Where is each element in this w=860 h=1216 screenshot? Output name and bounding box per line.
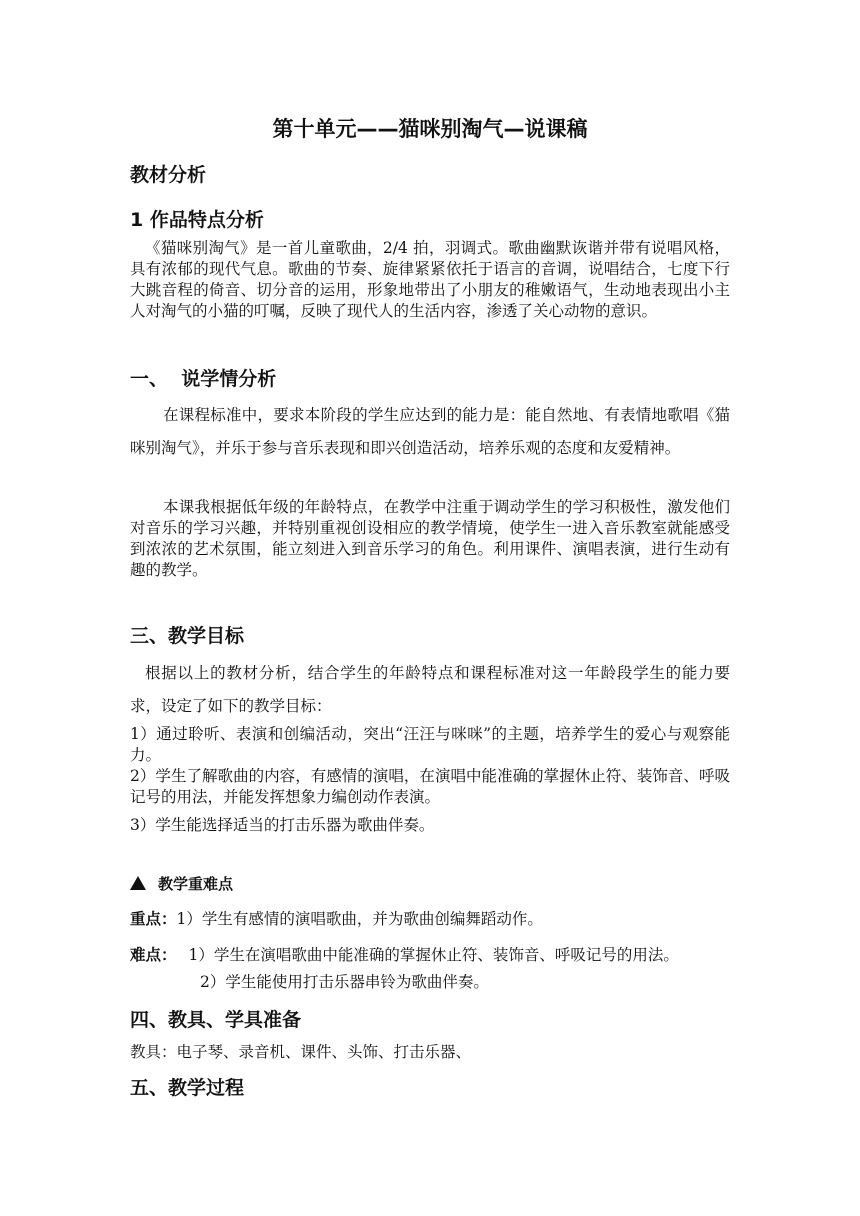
heading-teaching-goals: 三、教学目标 xyxy=(130,625,245,647)
difficult-point-text-1: 1）学生在演唱歌曲中能准确的掌握休止符、装饰音、呼吸记号的用法。 xyxy=(188,946,679,964)
heading-student-analysis: 一、 说学情分析 xyxy=(130,368,277,390)
difficult-point-label: 难点： xyxy=(130,946,177,964)
heading-key-difficult xyxy=(130,873,233,894)
triangle-bullet-icon xyxy=(130,876,146,890)
paragraph-work-features: 《猫咪别淘气》是一首儿童歌曲，2/4 拍，羽调式。歌曲幽默诙谐并带有说唱风格，具有浓郁的现代气息。歌曲的节奏、旋律紧紧依托于语言的音调，说唱结合，七度下行大跳音程的倚音、切分音的运用，形象地带出了小朋友的稚嫩语气，生动地表现出小主人对淘气的小猫的叮嘱，反映了现代人的生活内容，渗透了关心动物的意识。 xyxy=(130,239,730,320)
heading-key-difficult-label: 教学重难点 xyxy=(158,875,234,893)
key-point-label: 重点： xyxy=(130,910,177,928)
goal-item-3: 3）学生能选择适当的打击乐器为歌曲伴奏。 xyxy=(130,816,435,834)
goal-item-1: 1）通过聆听、表演和创编活动，突出“汪汪与咪咪”的主题，培养学生的爱心与观察能力。 xyxy=(130,725,730,764)
heading-teaching-process: 五、教学过程 xyxy=(130,1077,245,1099)
heading-textbook-analysis: 教材分析 xyxy=(130,164,207,186)
paragraph-students-1: 在课程标准中，要求本阶段的学生应达到的能力是：能自然地、有表情地歌唱《猫咪别淘气》，并乐于参与音乐表现和即兴创造活动，培养乐观的态度和友爱精神。 xyxy=(130,406,730,457)
document-title: 第十单元——猫咪别淘气—说课稿 xyxy=(272,117,588,141)
goal-item-2: 2）学生了解歌曲的内容，有感情的演唱，在演唱中能准确的掌握休止符、装饰音、呼吸记号的用法，并能发挥想象力编创动作表演。 xyxy=(130,767,730,806)
tools-text: 教具：电子琴、录音机、课件、头饰、打击乐器、 xyxy=(130,1043,472,1061)
paragraph-students-2: 本课我根据低年级的年龄特点，在教学中注重于调动学生的学习积极性，激发他们对音乐的学习兴趣，并特别重视创设相应的教学情境，使学生一进入音乐教室就能感受到浓浓的艺术氛围，能立刻进入到音乐学习的角色。利用课件、演唱表演，进行生动有趣的教学。 xyxy=(130,498,730,579)
difficult-point xyxy=(130,945,730,966)
key-point-text: 1）学生有感情的演唱歌曲，并为歌曲创编舞蹈动作。 xyxy=(176,910,543,928)
paragraph-goals-intro: 根据以上的教材分析，结合学生的年龄特点和课程标准对这一年龄段学生的能力要求，设定了如下的教学目标： xyxy=(130,664,730,715)
difficult-point-text-2: 2）学生能使用打击乐器串铃为歌曲伴奏。 xyxy=(200,973,489,991)
heading-work-features: 1 作品特点分析 xyxy=(130,209,264,231)
key-point xyxy=(130,909,730,930)
heading-tools: 四、教具、学具准备 xyxy=(130,1009,302,1031)
